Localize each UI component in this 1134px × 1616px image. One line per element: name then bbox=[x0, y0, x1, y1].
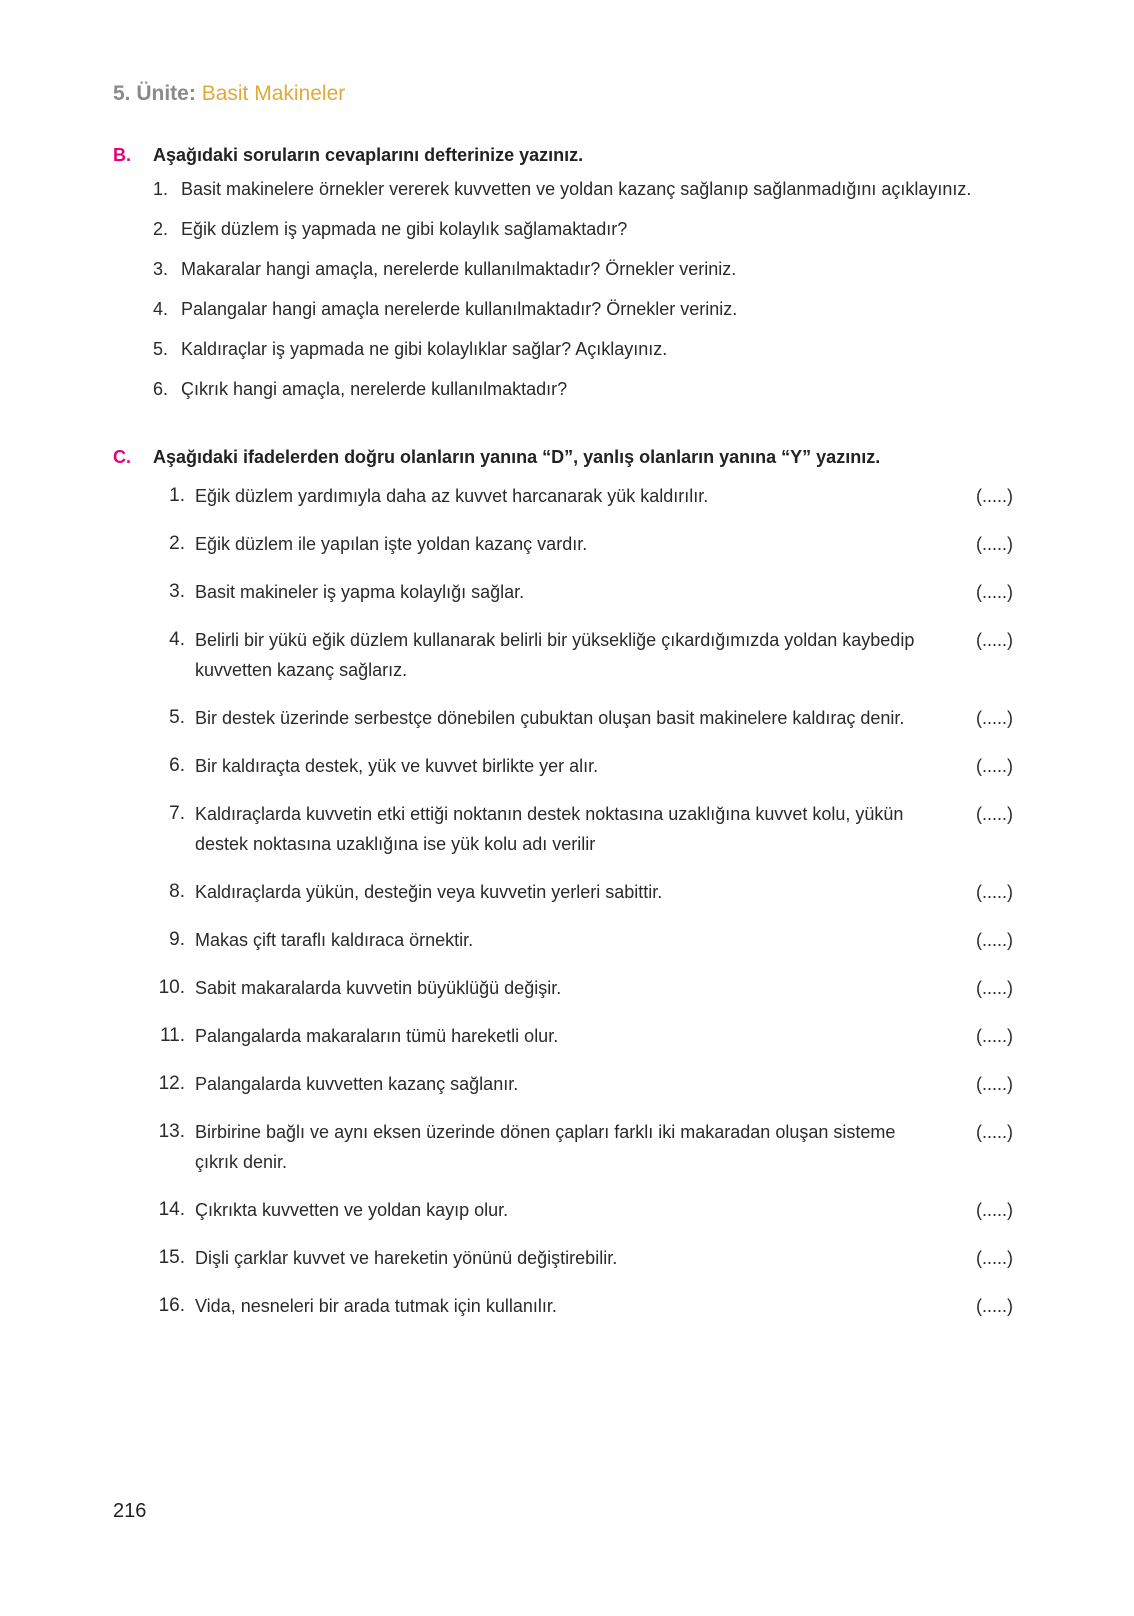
question-number: 3. bbox=[153, 259, 169, 279]
section-b-letter: B. bbox=[113, 145, 131, 165]
statement-number: 5. bbox=[169, 707, 185, 728]
answer-blank[interactable]: (.....) bbox=[976, 804, 1013, 824]
statement-item bbox=[153, 1291, 1013, 1321]
section-c-heading bbox=[113, 445, 1013, 469]
statement-text: Dişli çarklar kuvvet ve hareketin yönünü değiştirebilir. bbox=[195, 1248, 618, 1268]
question-text: Palangalar hangi amaçla nerelerde kullanılmaktadır? Örnekler veriniz. bbox=[181, 299, 738, 319]
statement-number: 13. bbox=[158, 1121, 185, 1142]
statement-text: Makas çift taraflı kaldıraca örnektir. bbox=[195, 930, 474, 950]
statement-text: Sabit makaralarda kuvvetin büyüklüğü değişir. bbox=[195, 978, 562, 998]
statement-item bbox=[153, 703, 1013, 733]
statement-text: Eğik düzlem ile yapılan işte yoldan kazanç vardır. bbox=[195, 534, 588, 554]
page-number: 216 bbox=[113, 1500, 147, 1522]
question-number: 2. bbox=[153, 219, 169, 239]
question-item bbox=[153, 217, 1013, 257]
statement-number: 3. bbox=[169, 581, 185, 602]
statement-number: 15. bbox=[158, 1247, 185, 1268]
question-number: 1. bbox=[153, 179, 169, 199]
statement-item bbox=[153, 1117, 1013, 1177]
statement-number: 4. bbox=[169, 629, 185, 650]
answer-blank[interactable]: (.....) bbox=[976, 708, 1013, 728]
unit-title: Basit Makineler bbox=[201, 82, 346, 105]
statement-text: Kaldıraçlarda kuvvetin etki ettiği noktanın destek noktasına uzaklığına kuvvet kolu, yükün destek noktasına uzaklığına ise yük kolu adı verilir bbox=[195, 804, 904, 854]
question-list bbox=[153, 177, 1013, 417]
question-number: 4. bbox=[153, 299, 169, 319]
question-text: Basit makinelere örnekler vererek kuvvetten ve yoldan kazanç sağlanıp sağlanmadığını açıklayınız. bbox=[181, 179, 972, 199]
answer-blank[interactable]: (.....) bbox=[976, 630, 1013, 650]
answer-blank[interactable]: (.....) bbox=[976, 882, 1013, 902]
statement-text: Vida, nesneleri bir arada tutmak için kullanılır. bbox=[195, 1296, 557, 1316]
statement-text: Çıkrıkta kuvvetten ve yoldan kayıp olur. bbox=[195, 1200, 509, 1220]
section-b-instruction: Aşağıdaki soruların cevaplarını defterinize yazınız. bbox=[153, 145, 584, 165]
question-item bbox=[153, 337, 1013, 377]
statement-number: 8. bbox=[169, 881, 185, 902]
section-c-instruction: Aşağıdaki ifadelerden doğru olanların yanına “D”, yanlış olanların yanına “Y” yazınız. bbox=[153, 447, 881, 467]
statement-item bbox=[153, 529, 1013, 559]
statement-number: 9. bbox=[169, 929, 185, 950]
statement-text: Bir kaldıraçta destek, yük ve kuvvet birlikte yer alır. bbox=[195, 756, 599, 776]
statement-text: Palangalarda makaraların tümü hareketli olur. bbox=[195, 1026, 559, 1046]
answer-blank[interactable]: (.....) bbox=[976, 582, 1013, 602]
unit-header bbox=[113, 80, 345, 108]
statement-item bbox=[153, 1021, 1013, 1051]
unit-label: 5. Ünite: bbox=[113, 82, 196, 105]
answer-blank[interactable]: (.....) bbox=[976, 1074, 1013, 1094]
statement-number: 14. bbox=[158, 1199, 185, 1220]
statement-text: Kaldıraçlarda yükün, desteğin veya kuvvetin yerleri sabittir. bbox=[195, 882, 663, 902]
statement-item bbox=[153, 925, 1013, 955]
statement-text: Palangalarda kuvvetten kazanç sağlanır. bbox=[195, 1074, 519, 1094]
answer-blank[interactable]: (.....) bbox=[976, 756, 1013, 776]
section-b bbox=[113, 143, 1013, 417]
question-item bbox=[153, 257, 1013, 297]
question-item bbox=[153, 177, 1013, 217]
statement-text: Eğik düzlem yardımıyla daha az kuvvet harcanarak yük kaldırılır. bbox=[195, 486, 709, 506]
statement-item bbox=[153, 577, 1013, 607]
statement-item bbox=[153, 799, 1013, 859]
answer-blank[interactable]: (.....) bbox=[976, 930, 1013, 950]
question-text: Çıkrık hangi amaçla, nerelerde kullanılmaktadır? bbox=[181, 379, 568, 399]
section-c-letter: C. bbox=[113, 447, 131, 467]
answer-blank[interactable]: (.....) bbox=[976, 1248, 1013, 1268]
statement-number: 12. bbox=[158, 1073, 185, 1094]
statement-text: Belirli bir yükü eğik düzlem kullanarak belirli bir yüksekliğe çıkardığımızda yoldan kaybedip kuvvetten kazanç sağlarız. bbox=[195, 630, 915, 680]
statement-number: 7. bbox=[169, 803, 185, 824]
statement-text: Birbirine bağlı ve aynı eksen üzerinde dönen çapları farklı iki makaradan oluşan sisteme çıkrık denir. bbox=[195, 1122, 896, 1172]
question-text: Makaralar hangi amaçla, nerelerde kullanılmaktadır? Örnekler veriniz. bbox=[181, 259, 737, 279]
answer-blank[interactable]: (.....) bbox=[976, 1026, 1013, 1046]
section-c bbox=[113, 445, 1013, 1339]
statement-text: Bir destek üzerinde serbestçe dönebilen çubuktan oluşan basit makinelere kaldıraç denir. bbox=[195, 708, 905, 728]
statement-item bbox=[153, 877, 1013, 907]
statement-number: 2. bbox=[169, 533, 185, 554]
statement-item bbox=[153, 1195, 1013, 1225]
answer-blank[interactable]: (.....) bbox=[976, 978, 1013, 998]
answer-blank[interactable]: (.....) bbox=[976, 1200, 1013, 1220]
statement-number: 16. bbox=[158, 1295, 185, 1316]
statement-item bbox=[153, 1069, 1013, 1099]
statement-item bbox=[153, 1243, 1013, 1273]
question-text: Kaldıraçlar iş yapmada ne gibi kolaylıklar sağlar? Açıklayınız. bbox=[181, 339, 668, 359]
statement-item bbox=[153, 973, 1013, 1003]
true-false-list bbox=[153, 481, 1013, 1321]
statement-text: Basit makineler iş yapma kolaylığı sağlar. bbox=[195, 582, 525, 602]
answer-blank[interactable]: (.....) bbox=[976, 1122, 1013, 1142]
answer-blank[interactable]: (.....) bbox=[976, 1296, 1013, 1316]
section-b-heading bbox=[113, 143, 1013, 167]
question-number: 5. bbox=[153, 339, 169, 359]
question-item bbox=[153, 377, 1013, 417]
question-text: Eğik düzlem iş yapmada ne gibi kolaylık sağlamaktadır? bbox=[181, 219, 628, 239]
statement-number: 1. bbox=[169, 485, 185, 506]
answer-blank[interactable]: (.....) bbox=[976, 534, 1013, 554]
answer-blank[interactable]: (.....) bbox=[976, 486, 1013, 506]
statement-number: 11. bbox=[159, 1025, 185, 1046]
statement-item bbox=[153, 751, 1013, 781]
question-item bbox=[153, 297, 1013, 337]
question-number: 6. bbox=[153, 379, 169, 399]
statement-item bbox=[153, 481, 1013, 511]
statement-item bbox=[153, 625, 1013, 685]
statement-number: 10. bbox=[158, 977, 185, 998]
statement-number: 6. bbox=[169, 755, 185, 776]
